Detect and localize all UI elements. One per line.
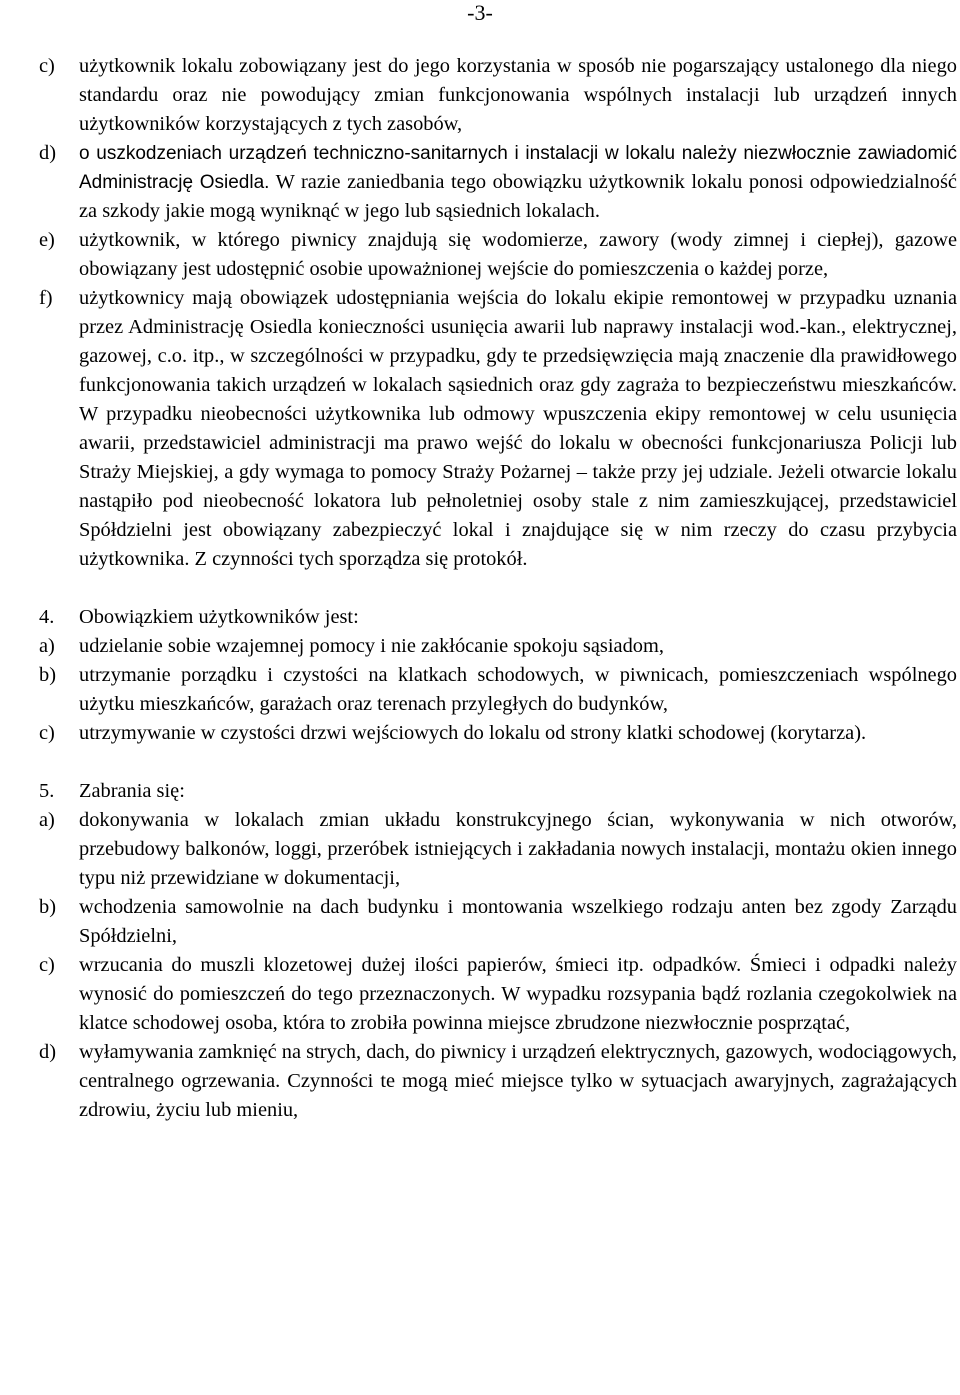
page-number: -3- <box>467 0 493 25</box>
section-title: Obowiązkiem użytkowników jest: <box>79 606 359 628</box>
list-item-label: e) <box>39 229 55 251</box>
list-item-text: udzielanie sobie wzajemnej pomocy i nie zakłócanie spokoju sąsiadom, <box>79 635 664 657</box>
list-item-label: f) <box>39 287 53 309</box>
list-item-text: użytkownik lokalu zobowiązany jest do jego korzystania w sposób nie pogarszający ustalonego dla niego standardu oraz nie powodujący zmian funkcjonowania wspólnych instalacji lub urządzeń innych użytkowników korzystających z tych zasobów, <box>79 55 957 135</box>
list-item-label: d) <box>39 1041 56 1063</box>
list-item-d <box>39 1038 957 1125</box>
document-body <box>39 52 957 1125</box>
list-item-label: d) <box>39 142 56 164</box>
list-item-label: a) <box>39 635 55 657</box>
list-item-label: a) <box>39 809 55 831</box>
list-item-text: utrzymywanie w czystości drzwi wejściowych do lokalu od strony klatki schodowej (korytarza). <box>79 722 867 744</box>
list-item-text: wchodzenia samowolnie na dach budynku i montowania wszelkiego rodzaju anten bez zgody Zarządu Spółdzielni, <box>79 896 957 947</box>
list-item-b <box>39 661 957 719</box>
list-item-text-sans: o uszkodzeniach urządzeń techniczno-sanitarnych i instalacji w lokalu należy niezwłocznie zawiadomić Administrację Osiedla. <box>79 143 957 193</box>
list-item-text <box>79 139 957 226</box>
section-title: Zabrania się: <box>79 780 185 802</box>
section-number: 5. <box>39 780 55 802</box>
list-item-label: c) <box>39 722 55 744</box>
list-item-text: wrzucania do muszli klozetowej dużej ilości papierów, śmieci itp. odpadków. Śmieci i odpadki należy wynosić do pomieszczeń do tego przeznaczonych. W wypadku rozsypania bądź rozlania czegokolwiek na klatce schodowej osoba, która to zrobiła powinna miejsce zbrudzone niezwłocznie posprzątać, <box>79 954 957 1034</box>
list-item-a <box>39 806 957 893</box>
list-item-f <box>39 284 957 574</box>
section-4 <box>39 603 957 748</box>
list-item-label: c) <box>39 954 55 976</box>
list-item-e <box>39 226 957 284</box>
list-item-c <box>39 52 957 139</box>
section-number: 4. <box>39 606 55 628</box>
list-item-b <box>39 893 957 951</box>
list-item-label: c) <box>39 55 55 77</box>
list-item-text: wyłamywania zamknięć na strych, dach, do piwnicy i urządzeń elektrycznych, gazowych, wodociągowych, centralnego ogrzewania. Czynności te mogą mieć miejsce tylko w sytuacjach awaryjnych, zagrażających zdrowiu, życiu lub mieniu, <box>79 1041 957 1121</box>
section-heading <box>39 777 957 806</box>
list-item-c <box>39 951 957 1038</box>
list-item-text: użytkownicy mają obowiązek udostępniania wejścia do lokalu ekipie remontowej w przypadku uznania przez Administrację Osiedla konieczności usunięcia awarii lub naprawy instalacji wod.-kan., elektrycznej, gazowej, c.o. itp., w szczególności w przypadku, gdy te przedsięwzięcia mają znaczenie dla prawidłowego funkcjonowania takich urządzeń w lokalach sąsiednich oraz gdy zagraża to bezpieczeństwu mieszkańców. W przypadku nieobecności użytkownika lub odmowy wpuszczenia ekipy remontowej w celu usunięcia awarii, przedstawiciel administracji ma prawo wejść do lokalu w obecności funkcjonariusza Policji lub Straży Miejskiej, a gdy wymaga to pomocy Straży Pożarnej – także przy jej udziale. Jeżeli otwarcie lokalu nastąpiło pod nieobecność lokatora lub pełnoletniej osoby stale z nim zamieszkującej, przedstawiciel Spółdzielni jest obowiązany zabezpieczyć lokal i znajdujące się w nim rzeczy do czasu przybycia użytkownika. Z czynności tych sporządza się protokół. <box>79 287 957 570</box>
list-item-a <box>39 632 957 661</box>
list-item-label: b) <box>39 896 56 918</box>
section-5 <box>39 777 957 1125</box>
list-item-d <box>39 139 957 226</box>
list-item-text: dokonywania w lokalach zmian układu konstrukcyjnego ścian, wykonywania w nich otworów, przebudowy balkonów, loggi, przeróbek istniejących i zakładania nowych instalacji, montażu okien innego typu niż przewidziane w dokumentacji, <box>79 809 957 889</box>
list-item-text-serif: W razie zaniedbania tego obowiązku użytkownik lokalu ponosi odpowiedzialność za szkody jakie mogą wyniknąć w jego lub sąsiednich lokalach. <box>79 171 957 222</box>
section-heading <box>39 603 957 632</box>
list-item-text: utrzymanie porządku i czystości na klatkach schodowych, w piwnicach, pomieszczeniach wspólnego użytku mieszkańców, garażach oraz terenach przyległych do budynków, <box>79 664 957 715</box>
list-item-text: użytkownik, w którego piwnicy znajdują się wodomierze, zawory (wody zimnej i ciepłej), gazowe obowiązany jest udostępnić osobie upoważnionej wejście do pomieszczenia o każdej porze, <box>79 229 957 280</box>
list-item-c <box>39 719 957 748</box>
list-item-label: b) <box>39 664 56 686</box>
